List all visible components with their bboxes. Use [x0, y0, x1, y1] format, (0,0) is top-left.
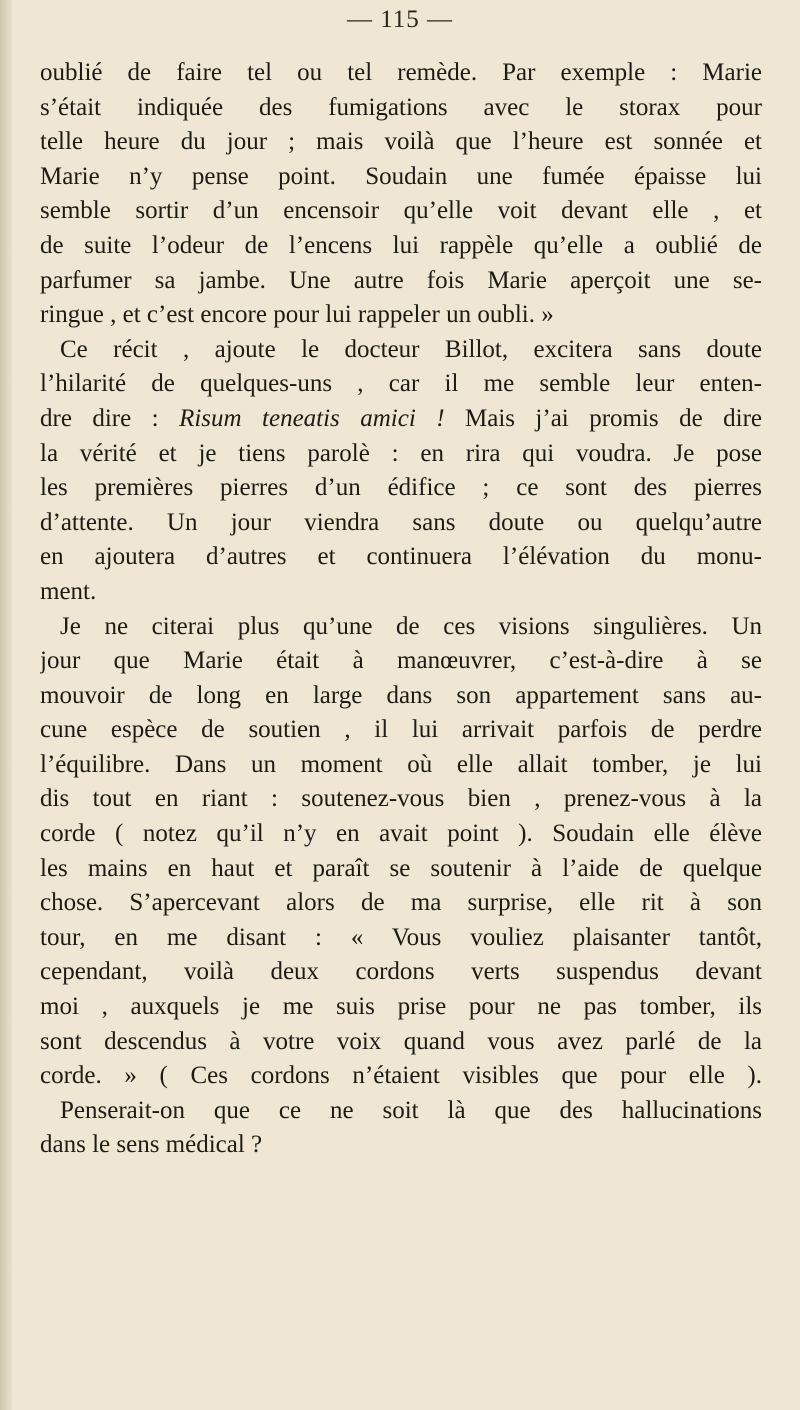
- text-segment: mouvoir de long en large dans son appartement sans au-: [40, 681, 762, 709]
- text-segment: les mains en haut et paraît se soutenir à l’aide de quelque: [40, 854, 762, 882]
- text-line: [40, 229, 762, 264]
- text-segment: cependant, voilà deux cordons verts suspendus devant: [40, 958, 762, 986]
- text-line: [40, 367, 762, 402]
- text-segment: d’attente. Un jour viendra sans doute ou quelqu’autre: [40, 508, 762, 536]
- text-segment: parfumer sa jambe. Une autre fois Marie aperçoit une se-: [40, 266, 762, 294]
- text-segment: dans le sens médical ?: [40, 1131, 263, 1159]
- text-line: [40, 160, 762, 195]
- text-line: [40, 194, 762, 229]
- text-segment: les premières pierres d’un édifice ; ce sont des pierres: [40, 474, 762, 502]
- text-line: [40, 506, 762, 541]
- text-line: [40, 990, 762, 1025]
- text-segment: ringue , et c’est encore pour lui rappeler un oubli. »: [40, 301, 554, 329]
- text-segment: chose. S’apercevant alors de ma surprise, elle rit à son: [40, 889, 762, 917]
- text-segment: de suite l’odeur de l’encens lui rappèle qu’elle a oublié de: [40, 231, 762, 259]
- italic-phrase: Risum teneatis amici !: [179, 404, 445, 432]
- text-line: [40, 1059, 762, 1094]
- text-line: [40, 782, 762, 817]
- text-line: [40, 56, 762, 91]
- text-line: [40, 679, 762, 714]
- text-segment: semble sortir d’un encensoir qu’elle voit devant elle , et: [40, 197, 762, 225]
- text-segment: cune espèce de soutien , il lui arrivait parfois de perdre: [40, 716, 762, 744]
- text-segment: moi , auxquels je me suis prise pour ne pas tomber, ils: [40, 993, 762, 1021]
- text-segment: telle heure du jour ; mais voilà que l’heure est sonnée et: [40, 128, 762, 156]
- text-line: [40, 610, 762, 645]
- text-segment: s’était indiquée des fumigations avec le storax pour: [40, 93, 762, 121]
- text-segment: corde. » ( Ces cordons n’étaient visibles que pour elle ).: [40, 1062, 762, 1090]
- text-line: [40, 402, 762, 437]
- page-number: — 115 —: [346, 6, 454, 33]
- text-segment: sont descendus à votre voix quand vous avez parlé de la: [40, 1027, 762, 1055]
- body-text: [40, 56, 762, 1163]
- text-line: [40, 713, 762, 748]
- text-line: [40, 298, 762, 333]
- text-segment: Marie n’y pense point. Soudain une fumée épaisse lui: [40, 162, 762, 190]
- text-line: [40, 852, 762, 887]
- text-line: [40, 91, 762, 126]
- text-segment: oublié de faire tel ou tel remède. Par exemple : Marie: [40, 59, 762, 86]
- text-segment: dis tout en riant : soutenez-vous bien , prenez-vous à la: [40, 785, 762, 813]
- text-line: [40, 748, 762, 783]
- text-line: [40, 644, 762, 679]
- text-segment: la vérité et je tiens parolè : en rira qui voudra. Je pose: [40, 439, 762, 467]
- text-line: [40, 921, 762, 956]
- text-segment: ment.: [40, 577, 97, 605]
- text-line: [40, 817, 762, 852]
- text-segment: Mais j’ai promis de dire: [444, 404, 762, 432]
- text-segment: corde ( notez qu’il n’y en avait point ). Soudain elle élève: [40, 820, 762, 848]
- text-line: [40, 575, 762, 610]
- text-line: [40, 125, 762, 160]
- text-line: [40, 264, 762, 299]
- text-line: [40, 1025, 762, 1060]
- text-line: [40, 471, 762, 506]
- text-segment: l’hilarité de quelques-uns , car il me semble leur enten-: [40, 370, 762, 398]
- text-segment: dre dire :: [40, 404, 180, 432]
- text-segment: jour que Marie était à manœuvrer, c’est-à-dire à se: [40, 647, 762, 675]
- text-line: [40, 333, 762, 368]
- text-line: [40, 886, 762, 921]
- text-segment: Ce récit , ajoute le docteur Billot, excitera sans doute: [60, 335, 762, 363]
- text-line: [40, 1094, 762, 1129]
- text-line: [40, 955, 762, 990]
- text-segment: l’équilibre. Dans un moment où elle allait tomber, je lui: [40, 750, 762, 778]
- text-line: [40, 540, 762, 575]
- text-segment: Je ne citerai plus qu’une de ces visions singulières. Un: [60, 612, 762, 640]
- text-segment: Penserait-on que ce ne soit là que des hallucinations: [60, 1096, 762, 1124]
- text-segment: tour, en me disant : « Vous vouliez plaisanter tantôt,: [40, 923, 762, 951]
- text-line: [40, 1128, 762, 1163]
- text-segment: en ajoutera d’autres et continuera l’élévation du monu-: [40, 543, 762, 571]
- text-line: [40, 437, 762, 472]
- page-edge-shadow: [0, 0, 12, 1410]
